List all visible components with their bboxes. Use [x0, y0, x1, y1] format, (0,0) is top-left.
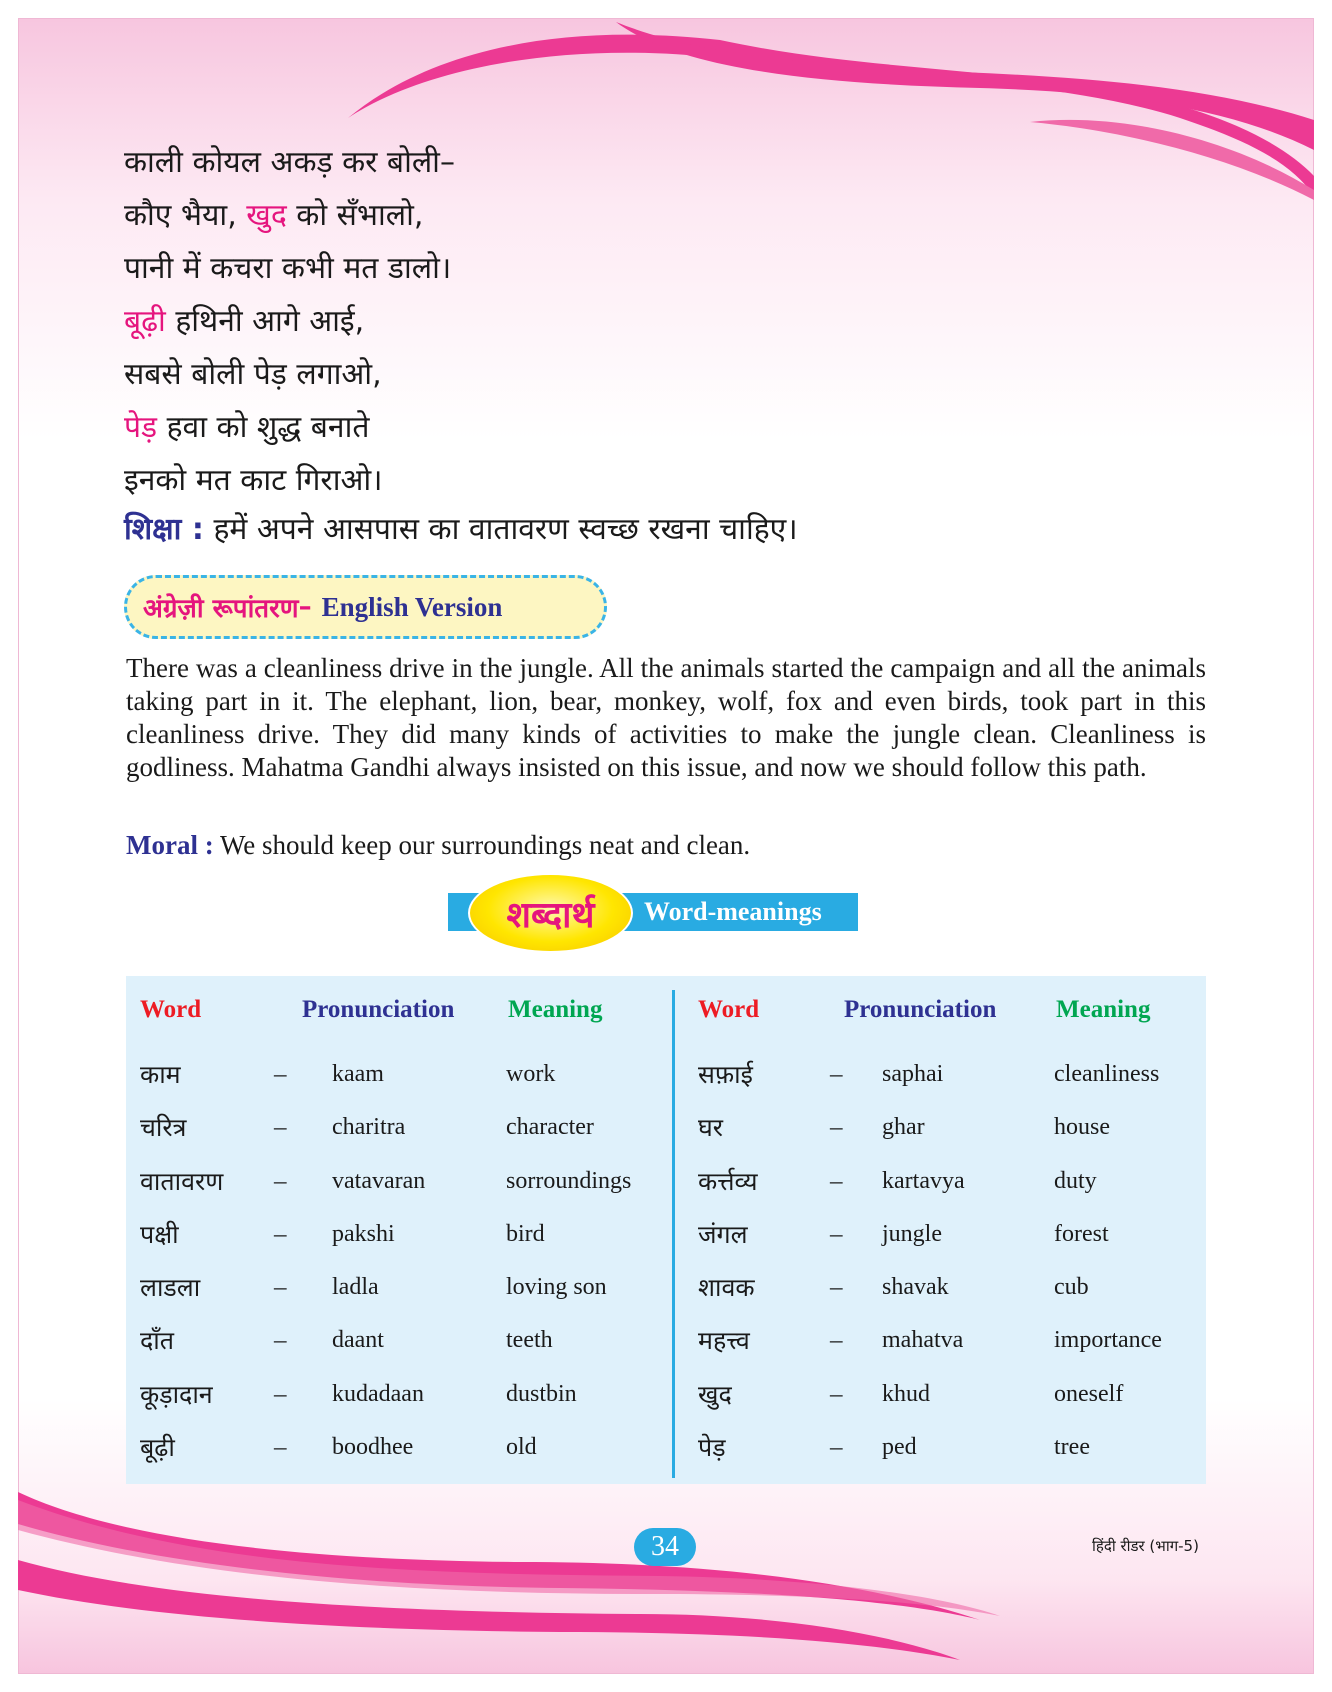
hindi-moral [124, 507, 798, 548]
table-row: पेड़ – ped tree [698, 1433, 1090, 1463]
english-version-heading-hindi: अंग्रेज़ी रूपांतरण [143, 594, 299, 624]
table-row: कर्त्तव्य – kartavya duty [698, 1166, 1097, 1196]
header-meaning: Meaning [1056, 996, 1151, 1023]
word-meanings-heading-hindi: शब्दार्थ [506, 894, 595, 936]
header-meaning: Meaning [508, 996, 603, 1023]
poem-line: पेड़ हवा को शुद्ध बनाते [124, 410, 370, 445]
english-version-heading: अंग्रेज़ी रूपांतरण – English Version [124, 575, 607, 639]
header-pronunciation: Pronunciation [844, 996, 997, 1023]
highlighted-word: बूढ़ी [124, 304, 166, 339]
hindi-moral-text: हमें अपने आसपास का वातावरण स्वच्छ रखना चाहिए। [203, 512, 798, 547]
poem-line: काली कोयल अकड़ कर बोली– [124, 145, 455, 180]
table-row: लाडला – ladla loving son [140, 1273, 607, 1303]
poem-line: पानी में कचरा कभी मत डालो। [124, 251, 452, 286]
word-meanings-heading-english: Word-meanings [644, 897, 822, 926]
word-meanings-right-column [688, 976, 1206, 1484]
table-row: काम – kaam work [140, 1060, 556, 1089]
page-number: 34 [634, 1528, 696, 1566]
table-row: जंगल – jungle forest [698, 1219, 1109, 1249]
english-moral-text: We should keep our surroundings neat and clean. [213, 830, 751, 860]
highlighted-word: खुद [246, 198, 287, 233]
table-row: कूड़ादान – kudadaan dustbin [140, 1379, 577, 1409]
table-row: वातावरण – vatavaran sorroundings [140, 1166, 632, 1196]
english-moral [126, 830, 750, 861]
poem-stanza [124, 136, 455, 507]
table-row: पक्षी – pakshi bird [140, 1219, 545, 1249]
table-row: चरित्र – charitra character [140, 1113, 594, 1143]
poem-line: इनको मत काट गिराओ। [124, 463, 383, 498]
table-row: बूढ़ी – boodhee old [140, 1433, 537, 1463]
poem-line: सबसे बोली पेड़ लगाओ, [124, 357, 382, 392]
english-version-heading-english: English Version [321, 591, 503, 622]
table-row: शावक – shavak cub [698, 1273, 1089, 1303]
table-row: घर – ghar house [698, 1113, 1110, 1143]
book-title: हिंदी रीडर (भाग-5) [1092, 1537, 1199, 1555]
table-row: दाँत – daant teeth [140, 1326, 553, 1356]
english-moral-label: Moral : [126, 830, 214, 860]
table-row: महत्त्व – mahatva importance [698, 1326, 1162, 1356]
english-version-paragraph: There was a cleanliness drive in the jungle. All the animals started the campaign and all the animals taking part in it. The elephant, lion, bear, monkey, wolf, fox and even birds, took part in this cleanliness drive. They did many kinds of activities to make the jungle clean. Cleanliness is godliness. Mahatma Gandhi always insisted on this issue, and now we should follow this path. [126, 653, 1206, 782]
poem-line: कौए भैया, खुद को सँभालो, [124, 198, 424, 233]
poem-line: बूढ़ी हथिनी आगे आई, [124, 304, 365, 339]
header-word: Word [698, 996, 760, 1023]
highlighted-word: पेड़ [124, 410, 158, 445]
header-pronunciation: Pronunciation [302, 996, 455, 1023]
table-row: खुद – khud oneself [698, 1379, 1124, 1409]
word-meanings-badge [468, 873, 633, 953]
table-row: सफ़ाई – saphai cleanliness [698, 1060, 1160, 1089]
word-meanings-table [126, 976, 1206, 1484]
header-word: Word [140, 996, 202, 1023]
word-meanings-left-column [126, 976, 666, 1484]
column-divider [672, 990, 675, 1478]
hindi-moral-label: शिक्षा : [124, 512, 204, 547]
